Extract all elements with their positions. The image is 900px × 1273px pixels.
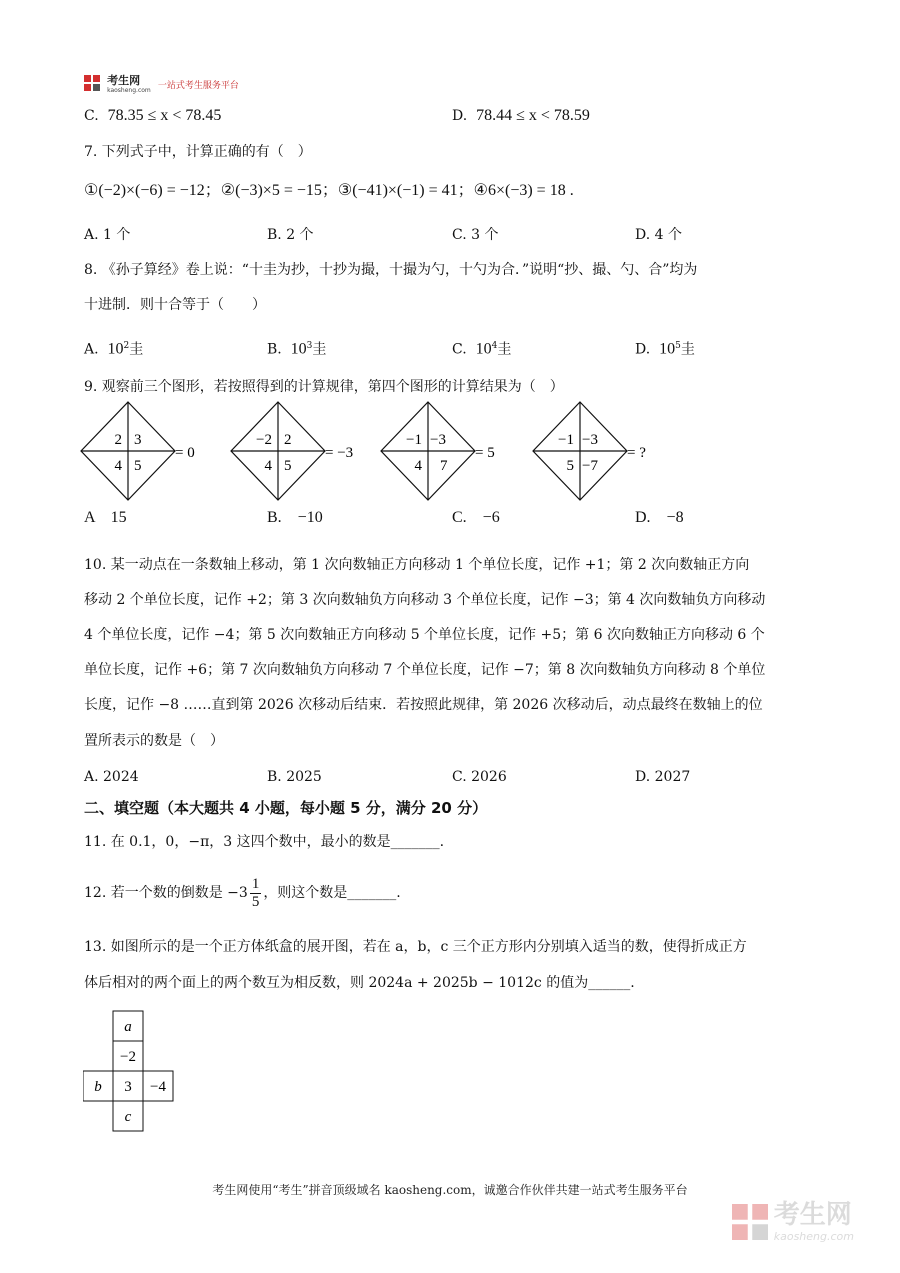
- q12-text: 12. 若一个数的倒数是 −3 1 5 ，则这个数是_______.: [84, 875, 401, 910]
- net-cell-second: −2: [120, 1049, 136, 1065]
- diamond-2-cell-bl: 4: [264, 458, 272, 474]
- q10-option-d: D. 2027: [635, 769, 691, 785]
- net-cell-bottom: c: [124, 1109, 132, 1125]
- q7-items: ①(−2)×(−6) = −12；②(−3)×5 = −15；③(−41)×(−1) = 41；④6×(−3) = 18 .: [84, 182, 574, 199]
- q8-option-a: A. $10^2$圭: [84, 340, 144, 358]
- diamond-3-result: = 5: [475, 445, 495, 461]
- diamond-1-cell-br: 5: [134, 458, 142, 474]
- header-logo: [84, 74, 239, 95]
- net-cell-right: −4: [150, 1079, 166, 1095]
- net-cell-left: b: [94, 1079, 102, 1095]
- q9-stem: 9. 观察前三个图形，若按照得到的计算规律，第四个图形的计算结果为（ ）: [84, 379, 564, 395]
- diamond-1-cell-bl: 4: [114, 458, 122, 474]
- diamond-3-cell-tr: −3: [430, 432, 446, 448]
- q8-option-b: B. $10^3$圭: [267, 340, 327, 358]
- logo-name: 考生网: [107, 74, 141, 87]
- q12-fraction: 1 5: [251, 875, 260, 910]
- cube-net-diagram: [83, 1010, 178, 1132]
- q10-option-c: C. 2026: [452, 769, 507, 785]
- q9-option-d: D. −8: [635, 509, 684, 526]
- q6-option-d: D. 78.44 ≤ x < 78.59: [452, 107, 590, 124]
- diamond-1-cell-tl: 2: [114, 432, 122, 448]
- diamond-2-cell-tr: 2: [284, 432, 292, 448]
- footer-text: 考生网使用“考生”拼音顶级域名 kaosheng.com，诚邀合作伙伴共建一站式考生服务平台: [212, 1183, 688, 1197]
- q8-option-c: C. $10^4$圭: [452, 340, 512, 358]
- q10-line-2: 移动 2 个单位长度，记作 +2；第 3 次向数轴负方向移动 3 个单位长度，记作 −3；第 4 次向数轴负方向移动: [84, 592, 766, 608]
- logo-slogan: 一站式考生服务平台: [157, 81, 239, 91]
- diamond-figure-1: [81, 402, 195, 500]
- diamond-2-cell-br: 5: [284, 458, 292, 474]
- diamond-figure-2: [231, 402, 353, 500]
- diamond-1-result: = 0: [175, 445, 195, 461]
- q9-option-c: C. −6: [452, 509, 500, 526]
- diamond-4-cell-tr: −3: [582, 432, 598, 448]
- net-cell-center: 3: [124, 1079, 132, 1095]
- logo-domain: kaosheng.com: [107, 87, 151, 94]
- q8-option-d: D. $10^5$圭: [635, 340, 695, 358]
- q7-option-a: A. 1 个: [84, 227, 131, 243]
- q7-option-b: B. 2 个: [267, 227, 314, 243]
- q9-diamond-figures: [80, 400, 720, 505]
- diamond-2-cell-tl: −2: [256, 432, 272, 448]
- diamond-figure-4: [533, 402, 646, 500]
- diamond-figure-3: [381, 402, 495, 500]
- q10-option-a: A. 2024: [84, 769, 139, 785]
- diamond-4-cell-tl: −1: [558, 432, 574, 448]
- q10-line-3: 4 个单位长度，记作 −4；第 5 次向数轴正方向移动 5 个单位长度，记作 +5；第 6 次向数轴正方向移动 6 个: [84, 627, 765, 643]
- q7-option-c: C. 3 个: [452, 227, 499, 243]
- section-2-title: 二、填空题（本大题共 4 小题，每小题 5 分，满分 20 分）: [84, 799, 488, 817]
- q10-line-1: 10. 某一动点在一条数轴上移动，第 1 次向数轴正方向移动 1 个单位长度，记作 +1；第 2 次向数轴正方向: [84, 557, 750, 573]
- q8-line-1: 8. 《孙子算经》卷上说：“十圭为抄，十抄为撮，十撮为勺，十勺为合．”说明“抄、撮、勺、合”均为: [84, 262, 698, 278]
- diamond-3-cell-tl: −1: [406, 432, 422, 448]
- q10-line-4: 单位长度，记作 +6；第 7 次向数轴负方向移动 7 个单位长度，记作 −7；第 8 次向数轴负方向移动 8 个单位: [84, 662, 766, 678]
- watermark-domain: kaosheng.com: [773, 1230, 854, 1243]
- diamond-4-result: = ?: [627, 445, 646, 461]
- q10-line-6: 置所表示的数是（ ）: [84, 733, 224, 749]
- watermark-logo-icon: [732, 1204, 768, 1240]
- diamond-1-cell-tr: 3: [134, 432, 142, 448]
- q13-line-1: 13. 如图所示的是一个正方体纸盒的展开图，若在 a，b，c 三个正方形内分别填入适当的数，使得折成正方: [84, 939, 747, 955]
- q9-option-b: B. −10: [267, 509, 323, 526]
- q10-option-b: B. 2025: [267, 769, 322, 785]
- diamond-3-cell-br: 7: [440, 458, 448, 474]
- q7-option-d: D. 4 个: [635, 227, 682, 243]
- q10-line-5: 长度，记作 −8 ……直到第 2026 次移动后结束．若按照此规律，第 2026 次移动后，动点最终在数轴上的位: [84, 697, 763, 713]
- diamond-4-cell-br: −7: [582, 458, 598, 474]
- kaosheng-logo-icon: [84, 75, 100, 95]
- q13-line-2: 体后相对的两个面上的两个数互为相反数，则 2024a + 2025b − 1012c 的值为______.: [84, 975, 635, 991]
- diamond-3-cell-bl: 4: [414, 458, 422, 474]
- q7-stem: 7. 下列式子中，计算正确的有（ ）: [84, 144, 312, 160]
- diamond-4-cell-bl: 5: [566, 458, 574, 474]
- net-cell-top: a: [124, 1019, 132, 1035]
- watermark: [732, 1200, 854, 1243]
- diamond-2-result: = −3: [325, 445, 354, 461]
- q8-line-2: 十进制．则十合等于（ ）: [84, 297, 266, 313]
- q9-option-a: A 15: [84, 509, 127, 526]
- watermark-name: 考生网: [773, 1200, 852, 1230]
- q11-text: 11. 在 0.1，0，−π，3 这四个数中，最小的数是_______.: [84, 834, 445, 850]
- q6-option-c: C. 78.35 ≤ x < 78.45: [84, 107, 222, 124]
